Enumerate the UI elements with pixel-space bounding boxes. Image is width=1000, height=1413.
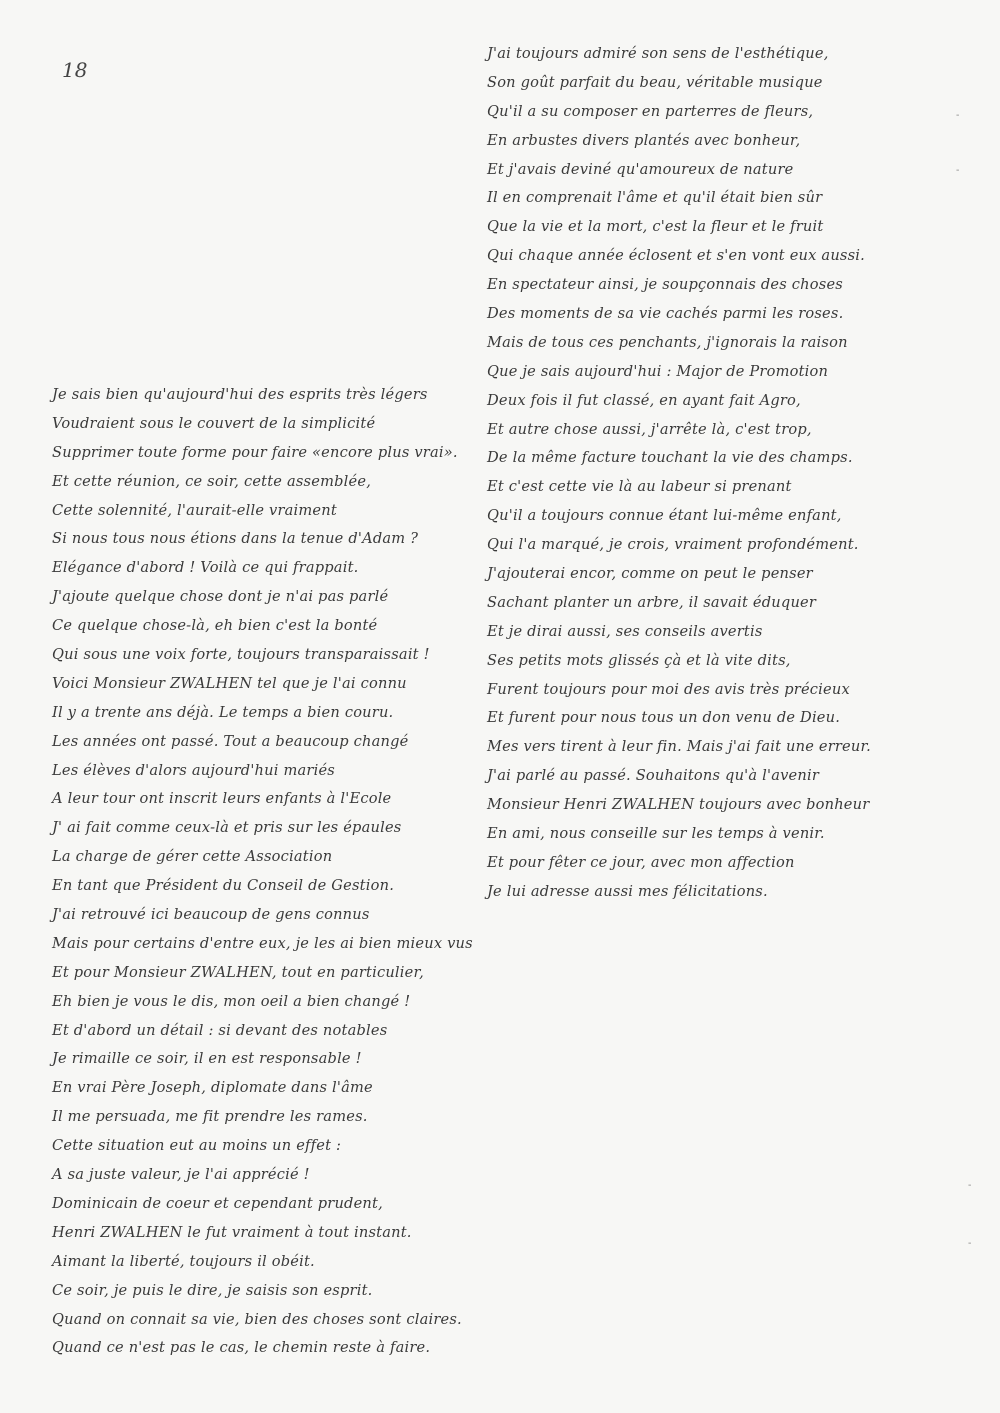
left-verse-line: Eh bien je vous le dis, mon oeil a bien changé ! [52, 992, 411, 1010]
right-verse-line: Mes vers tirent à leur fin. Mais j'ai fait une erreur. [487, 738, 871, 756]
right-verse-line: Qu'il a toujours connue étant lui-même enfant, [487, 507, 842, 525]
right-verse-line: De la même facture touchant la vie des champs. [487, 449, 853, 467]
left-verse-line: Voudraient sous le couvert de la simplicité [52, 414, 376, 432]
left-verse-line: Henri ZWALHEN le fut vraiment à tout instant. [52, 1223, 412, 1241]
left-verse-line: A leur tour ont inscrit leurs enfants à l'Ecole [52, 790, 392, 808]
right-verse-line: En ami, nous conseille sur les temps à venir. [487, 825, 825, 843]
left-verse-line: A sa juste valeur, je l'ai apprécié ! [52, 1166, 310, 1184]
right-verse-line: Et je dirai aussi, ses conseils avertis [487, 622, 763, 640]
left-verse-line: Les élèves d'alors aujourd'hui mariés [52, 761, 335, 779]
right-verse-line: Son goût parfait du beau, véritable musique [487, 73, 823, 91]
left-verse-line: Qui sous une voix forte, toujours transparaissait ! [52, 646, 430, 664]
right-verse-line: Ses petits mots glissés çà et là vite dits, [487, 651, 791, 669]
right-verse-line: Qui l'a marqué, je crois, vraiment profondément. [487, 536, 859, 554]
right-verse-line: Furent toujours pour moi des avis très précieux [487, 680, 850, 698]
right-verse-line: Des moments de sa vie cachés parmi les roses. [487, 305, 844, 323]
margin-dot: - [968, 1180, 972, 1191]
right-verse-line: Et c'est cette vie là au labeur si prenant [487, 478, 792, 496]
right-verse-line: Et j'avais deviné qu'amoureux de nature [487, 160, 794, 178]
left-verse-line: Je sais bien qu'aujourd'hui des esprits très légers [52, 386, 428, 403]
left-verse-line: Cette solennité, l'aurait-elle vraiment [52, 501, 337, 519]
left-verse-line: Ce soir, je puis le dire, je saisis son esprit. [52, 1281, 373, 1299]
left-verse-line: Dominicain de coeur et cependant prudent, [52, 1194, 383, 1212]
right-verse-line: J'ai toujours admiré son sens de l'esthétique, [487, 45, 829, 62]
left-verse-line: La charge de gérer cette Association [52, 848, 333, 866]
left-verse-line: Et cette réunion, ce soir, cette assemblée, [52, 472, 372, 490]
left-verse-line: En tant que Président du Conseil de Gestion. [52, 877, 395, 895]
right-verse-line: J'ajouterai encor, comme on peut le penser [487, 565, 813, 583]
margin-dot: - [968, 1238, 972, 1249]
left-verse-line: Et d'abord un détail : si devant des notables [52, 1021, 388, 1039]
left-verse-line: Il me persuada, me fit prendre les rames. [52, 1108, 368, 1126]
poem-left-column [52, 381, 473, 1363]
left-verse-line: Je rimaille ce soir, il en est responsable ! [52, 1050, 362, 1068]
right-verse-line: En spectateur ainsi, je soupçonnais des choses [487, 276, 843, 294]
left-verse-line: Supprimer toute forme pour faire «encore plus vrai». [52, 443, 458, 461]
left-verse-line: Les années ont passé. Tout a beaucoup changé [52, 732, 409, 750]
left-verse-line: Elégance d'abord ! Voilà ce qui frappait. [52, 559, 359, 577]
right-verse-line: Deux fois il fut classé, en ayant fait Agro, [487, 391, 801, 409]
left-verse-line: Quand ce n'est pas le cas, le chemin reste à faire. [52, 1339, 431, 1357]
left-verse-line: J'ai retrouvé ici beaucoup de gens connus [52, 906, 370, 924]
right-verse-line: Et furent pour nous tous un don venu de Dieu. [487, 709, 841, 727]
left-verse-line: Quand on connait sa vie, bien des choses sont claires. [52, 1310, 462, 1328]
page-number: 18 [62, 58, 88, 82]
left-verse-line: Voici Monsieur ZWALHEN tel que je l'ai connu [52, 674, 407, 692]
right-verse-line: Mais de tous ces penchants, j'ignorais la raison [487, 333, 848, 351]
right-verse-line: Que la vie et la mort, c'est la fleur et le fruit [487, 218, 824, 236]
right-verse-line: J'ai parlé au passé. Souhaitons qu'à l'avenir [487, 767, 820, 785]
poem-right-column [487, 40, 871, 907]
right-verse-line: Qui chaque année éclosent et s'en vont eux aussi. [487, 247, 865, 265]
left-verse-line: Aimant la liberté, toujours il obéit. [52, 1252, 315, 1270]
left-verse-line: J' ai fait comme ceux-là et pris sur les épaules [52, 819, 402, 837]
right-verse-line: Et pour fêter ce jour, avec mon affection [487, 853, 795, 871]
left-verse-line: En vrai Père Joseph, diplomate dans l'âme [52, 1079, 373, 1097]
left-verse-line: J'ajoute quelque chose dont je n'ai pas parlé [52, 588, 389, 606]
right-verse-line: Et autre chose aussi, j'arrête là, c'est trop, [487, 420, 812, 438]
left-verse-line: Mais pour certains d'entre eux, je les ai bien mieux vus [52, 934, 473, 952]
right-verse-line: Que je sais aujourd'hui : Major de Promotion [487, 362, 829, 380]
right-verse-line: Monsieur Henri ZWALHEN toujours avec bonheur [487, 796, 870, 814]
right-verse-line: En arbustes divers plantés avec bonheur, [487, 131, 801, 149]
left-verse-line: Si nous tous nous étions dans la tenue d'Adam ? [52, 530, 419, 548]
right-verse-line: Je lui adresse aussi mes félicitations. [487, 882, 768, 900]
right-verse-line: Qu'il a su composer en parterres de fleurs, [487, 102, 814, 120]
right-verse-line: Il en comprenait l'âme et qu'il était bien sûr [487, 189, 823, 207]
left-verse-line: Et pour Monsieur ZWALHEN, tout en particulier, [52, 963, 424, 981]
right-verse-line: Sachant planter un arbre, il savait éduquer [487, 593, 817, 611]
left-verse-line: Il y a trente ans déjà. Le temps a bien couru. [52, 703, 394, 721]
left-verse-line: Cette situation eut au moins un effet : [52, 1137, 342, 1155]
margin-dot: - [956, 110, 960, 121]
left-verse-line: Ce quelque chose-là, eh bien c'est la bonté [52, 617, 378, 635]
margin-dot: - [956, 165, 960, 176]
